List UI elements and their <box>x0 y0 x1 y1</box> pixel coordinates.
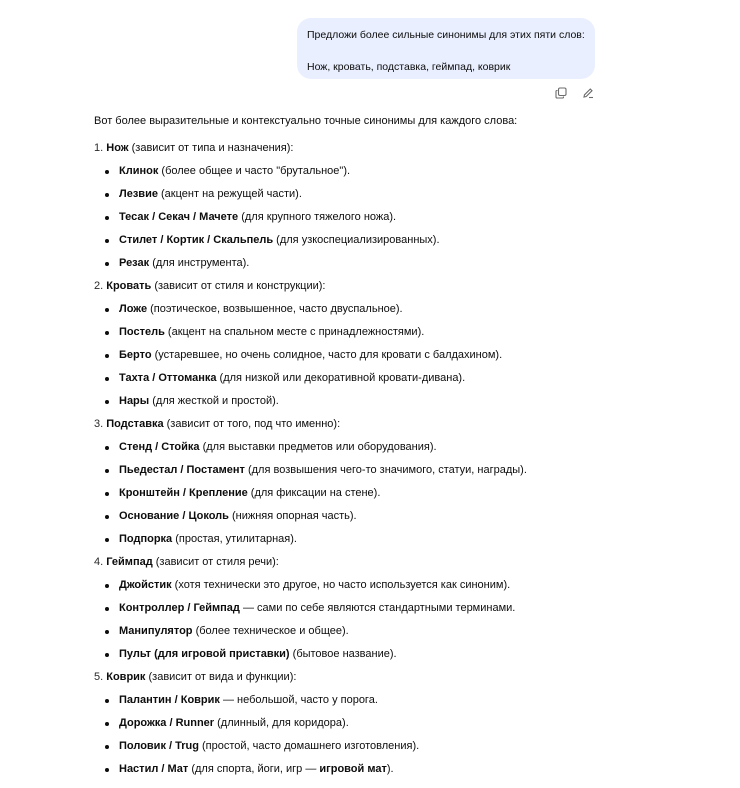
pencil-icon[interactable] <box>581 86 595 100</box>
list-item <box>94 183 654 206</box>
synonym-term: Контроллер / Геймпад <box>119 602 240 614</box>
synonym-note: (поэтическое, возвышенное, часто двуспальное). <box>147 303 403 315</box>
list-item <box>94 482 654 505</box>
synonym-term: Нары <box>119 395 150 407</box>
section-heading <box>94 551 654 574</box>
list-item <box>94 505 654 528</box>
list-item <box>94 344 654 367</box>
synonym-term: Тахта / Оттоманка <box>119 372 217 384</box>
assistant-answer <box>94 114 654 781</box>
synonym-term: Дорожка / Runner <box>119 717 215 729</box>
section-heading <box>94 666 654 689</box>
synonym-note-extra: ). <box>386 763 394 775</box>
synonym-term: Манипулятор <box>119 625 193 637</box>
synonym-term: Ложе <box>119 303 148 315</box>
section-note: (зависит от стиля речи): <box>152 556 279 568</box>
synonym-sections <box>94 137 654 781</box>
list-item <box>94 620 654 643</box>
synonym-term: Кронштейн / Крепление <box>119 487 248 499</box>
list-item <box>94 712 654 735</box>
user-message-line-2: Нож, кровать, подставка, геймпад, коврик <box>307 61 511 73</box>
list-item <box>94 643 654 666</box>
section-number: 4. <box>94 556 104 568</box>
section-title: Коврик <box>106 671 146 683</box>
section-number: 5. <box>94 671 104 683</box>
section-number: 2. <box>94 280 104 292</box>
synonym-note: (акцент на спальном месте с принадлежностями). <box>164 326 425 338</box>
list-item <box>94 528 654 551</box>
synonym-term: Палантин / Коврик <box>119 694 220 706</box>
section-title: Подставка <box>106 418 164 430</box>
synonym-term: Подпорка <box>119 533 173 545</box>
section-heading <box>94 413 654 436</box>
section-note: (зависит от стиля и конструкции): <box>151 280 326 292</box>
synonym-note: (бытовое название). <box>289 648 397 660</box>
answer-intro: Вот более выразительные и контекстуально точные синонимы для каждого слова: <box>94 115 518 127</box>
synonym-note: (для крупного тяжелого ножа). <box>238 211 397 223</box>
user-message-line-1: Предложи более сильные синонимы для этих пяти слов: <box>307 29 585 41</box>
synonym-term: Половик / Trug <box>119 740 199 752</box>
section-title: Геймпад <box>106 556 153 568</box>
section-number: 3. <box>94 418 104 430</box>
synonym-note: (более техническое и общее). <box>192 625 349 637</box>
list-item <box>94 298 654 321</box>
synonym-note: (для возвышения чего-то значимого, статуи, награды). <box>244 464 527 476</box>
synonym-note: (более общее и часто "брутальное"). <box>158 165 351 177</box>
synonym-term: Стилет / Кортик / Скальпель <box>119 234 274 246</box>
list-item <box>94 597 654 620</box>
synonym-note: (для спорта, йоги, игр — <box>188 763 320 775</box>
list-item <box>94 367 654 390</box>
synonym-note: (простая, утилитарная). <box>172 533 297 545</box>
synonym-term: Настил / Мат <box>119 763 189 775</box>
list-item <box>94 160 654 183</box>
section-heading <box>94 137 654 160</box>
list-item <box>94 735 654 758</box>
synonym-note: — небольшой, часто у порога. <box>219 694 378 706</box>
list-item <box>94 436 654 459</box>
synonym-term: Пульт (для игровой приставки) <box>119 648 290 660</box>
synonym-note: (хотя технически это другое, но часто используется как синоним). <box>171 579 511 591</box>
synonym-note: (для инструмента). <box>149 257 250 269</box>
synonym-term: Берто <box>119 349 152 361</box>
section-number: 1. <box>94 142 104 154</box>
list-item <box>94 758 654 781</box>
section-heading <box>94 275 654 298</box>
list-item <box>94 689 654 712</box>
list-item <box>94 574 654 597</box>
list-item <box>94 321 654 344</box>
synonym-term: Джойстик <box>119 579 172 591</box>
section-note: (зависит от вида и функции): <box>145 671 297 683</box>
section-title: Кровать <box>106 280 152 292</box>
copy-icon[interactable] <box>554 86 568 100</box>
section-note: (зависит от того, под что именно): <box>163 418 341 430</box>
synonym-note: (нижняя опорная часть). <box>228 510 357 522</box>
synonym-term: Стенд / Стойка <box>119 441 200 453</box>
synonym-note: — сами по себе являются стандартными терминами. <box>239 602 516 614</box>
synonym-note: (для жесткой и простой). <box>149 395 279 407</box>
list-item <box>94 206 654 229</box>
list-item <box>94 459 654 482</box>
synonym-term: Клинок <box>119 165 159 177</box>
synonym-note: (длинный, для коридора). <box>214 717 349 729</box>
synonym-term: Основание / Цоколь <box>119 510 229 522</box>
section-title: Нож <box>106 142 129 154</box>
list-item <box>94 252 654 275</box>
list-item <box>94 229 654 252</box>
synonym-note: (для низкой или декоративной кровати-дивана). <box>216 372 466 384</box>
synonym-note: (для узкоспециализированных). <box>273 234 440 246</box>
synonym-term: Тесак / Секач / Мачете <box>119 211 239 223</box>
synonym-note: (акцент на режущей части). <box>157 188 302 200</box>
message-actions <box>554 86 595 100</box>
synonym-term: Постель <box>119 326 165 338</box>
user-message-bubble <box>297 18 595 79</box>
synonym-note: (простой, часто домашнего изготовления). <box>198 740 420 752</box>
section-note: (зависит от типа и назначения): <box>128 142 294 154</box>
synonym-term-extra: игровой мат <box>319 763 387 775</box>
synonym-note: (для выставки предметов или оборудования). <box>199 441 437 453</box>
synonym-note: (для фиксации на стене). <box>247 487 381 499</box>
list-item <box>94 390 654 413</box>
synonym-term: Пьедестал / Постамент <box>119 464 245 476</box>
synonym-term: Лезвие <box>119 188 158 200</box>
synonym-term: Резак <box>119 257 150 269</box>
synonym-note: (устаревшее, но очень солидное, часто для кровати с балдахином). <box>151 349 503 361</box>
